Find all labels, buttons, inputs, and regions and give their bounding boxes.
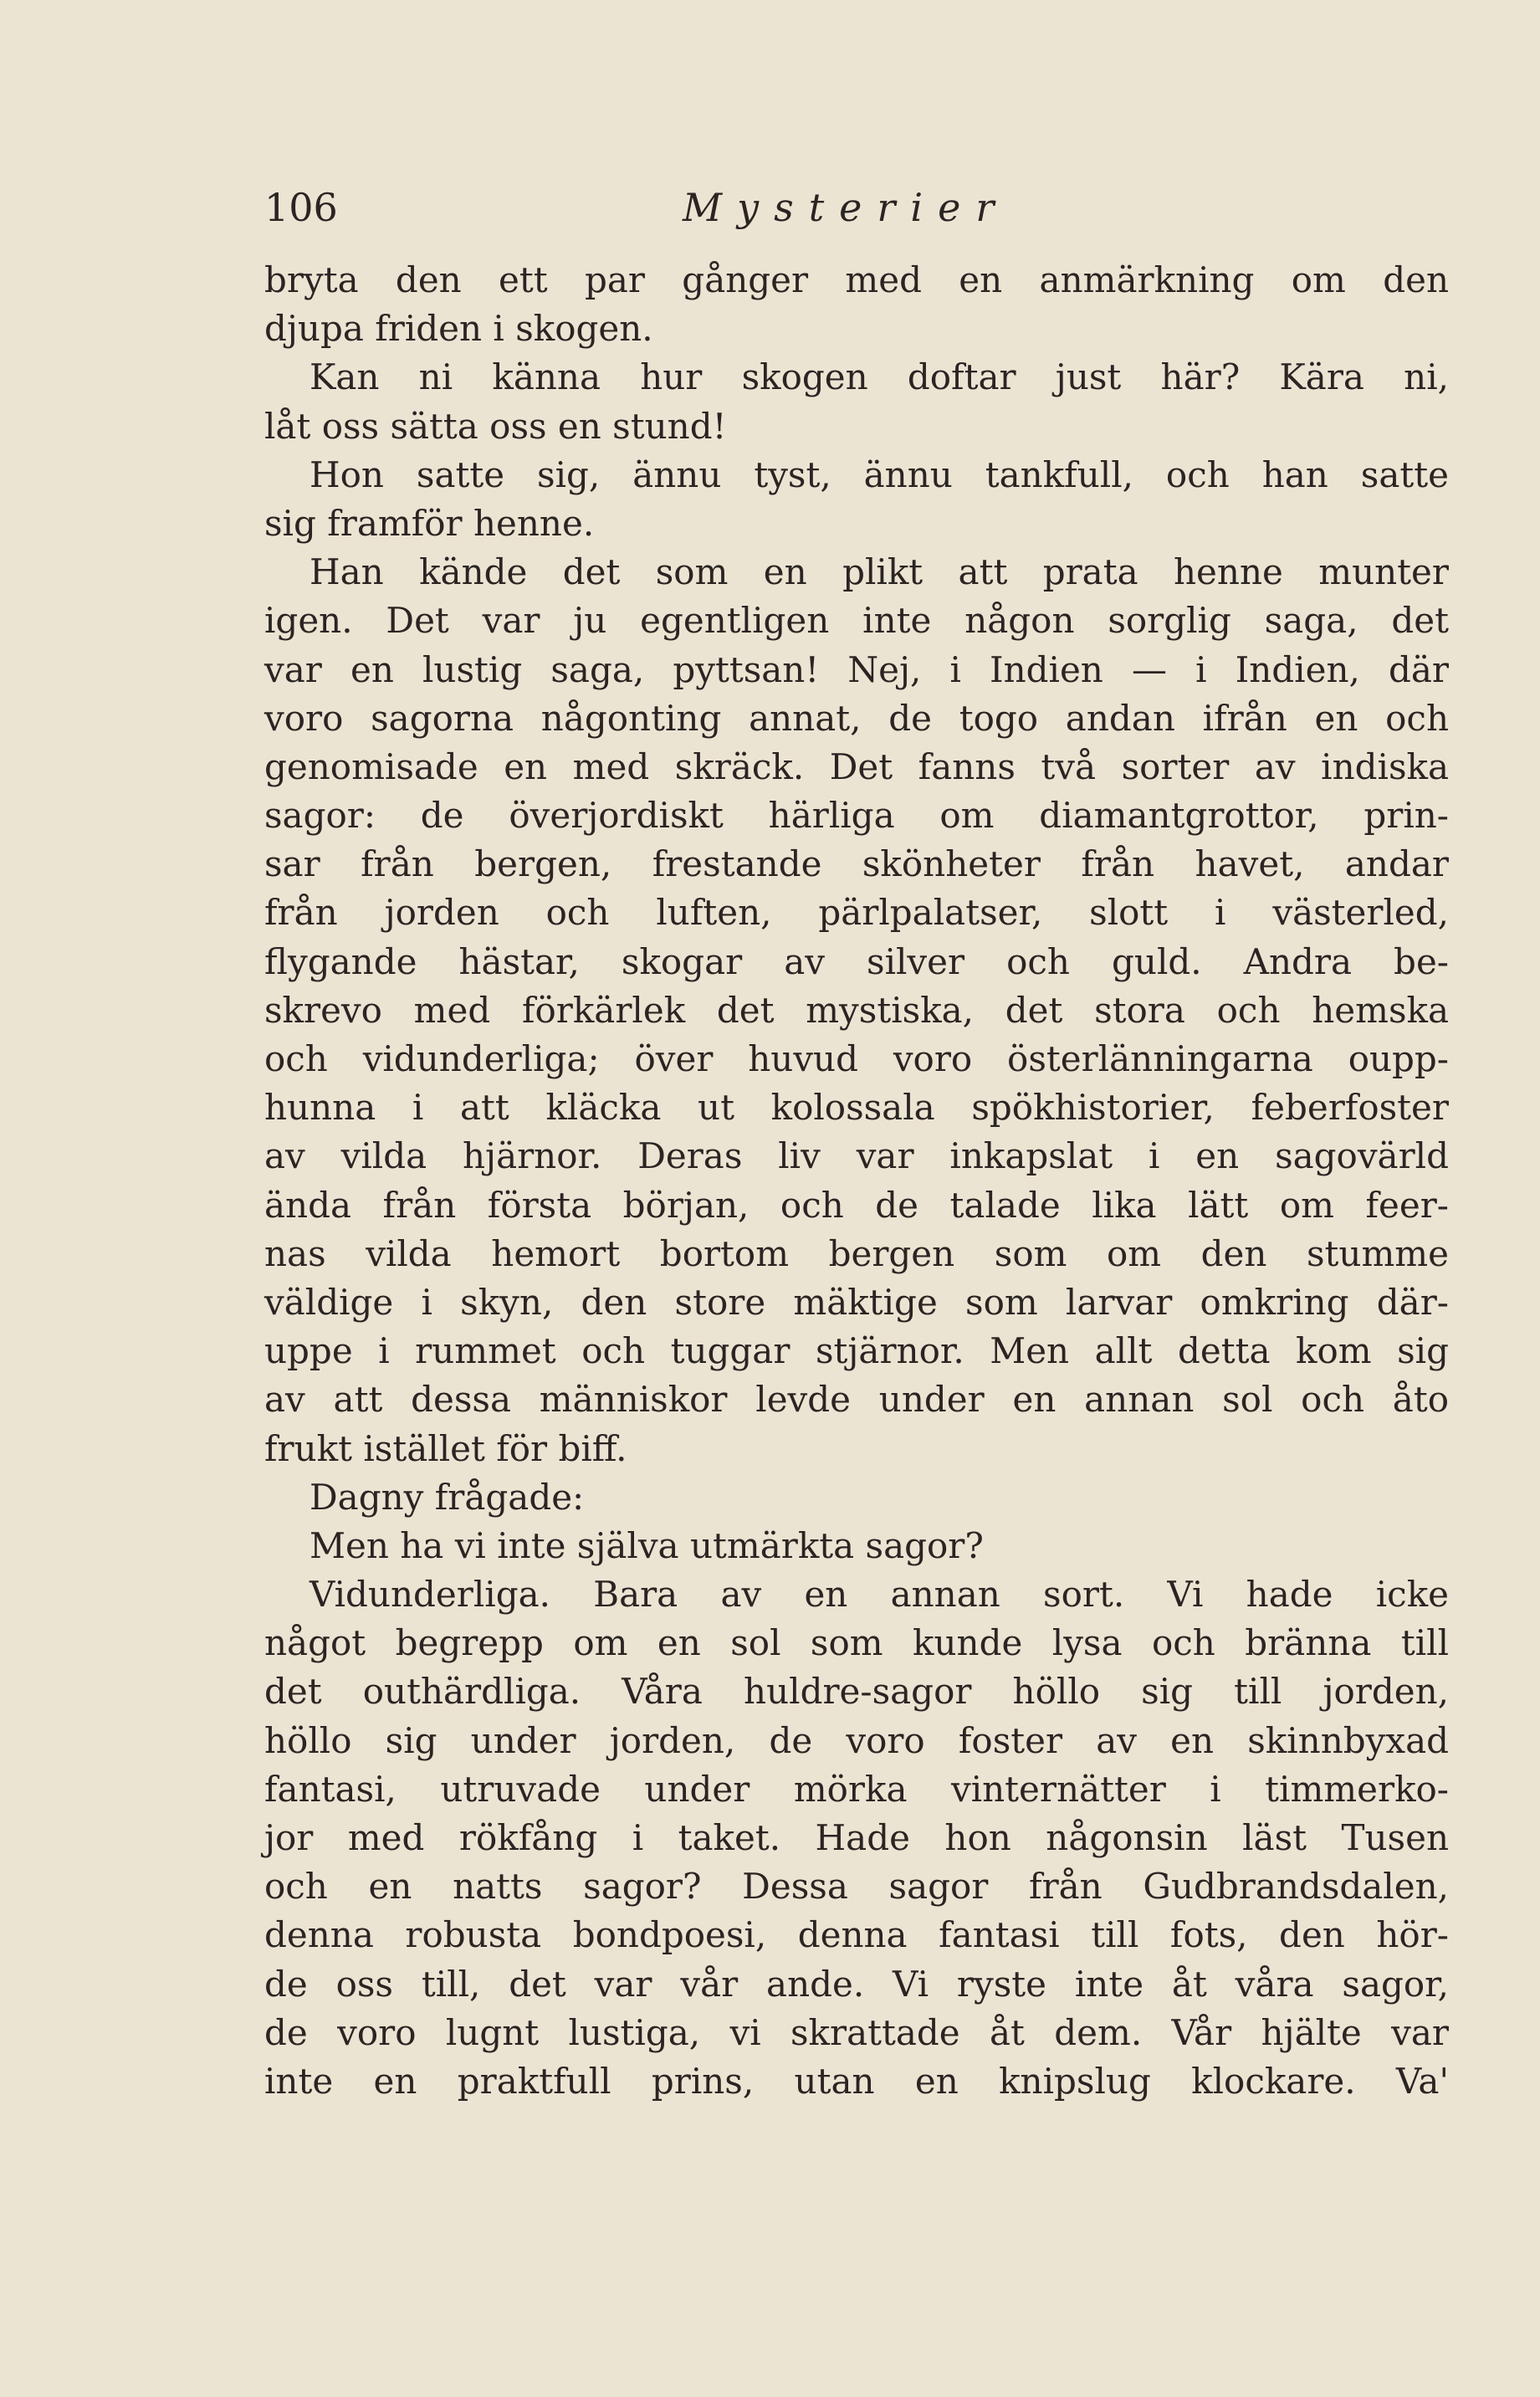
text-line: det outhärdliga. Våra huldre-sagor höllo sig till jorden, xyxy=(264,1671,1449,1713)
text-line: djupa friden i skogen. xyxy=(264,308,653,350)
body-text xyxy=(264,256,1449,2106)
text-line: uppe i rummet och tuggar stjärnor. Men allt detta kom sig xyxy=(264,1330,1449,1372)
running-title: Mysterier xyxy=(683,185,1010,230)
text-line: ända från första början, och de talade lika lätt om feer- xyxy=(264,1184,1449,1226)
text-line: skrevo med förkärlek det mystiska, det stora och hemska xyxy=(264,989,1449,1031)
text-line: väldige i skyn, den store mäktige som larvar omkring där- xyxy=(264,1281,1449,1323)
text-line: fantasi, utruvade under mörka vinternätter i timmerko- xyxy=(264,1768,1449,1810)
text-line: Kan ni känna hur skogen doftar just här? Kära ni, xyxy=(310,356,1449,398)
text-line: genomisade en med skräck. Det fanns två sorter av indiska xyxy=(264,745,1449,787)
text-line: och en natts sagor? Dessa sagor från Gudbrandsdalen, xyxy=(264,1866,1449,1908)
text-line: av vilda hjärnor. Deras liv var inkapslat i en sagovärld xyxy=(264,1135,1449,1177)
text-line: sig framför henne. xyxy=(264,502,595,544)
text-line: denna robusta bondpoesi, denna fantasi till fots, den hör- xyxy=(264,1914,1449,1956)
text-line: igen. Det var ju egentligen inte någon sorglig saga, det xyxy=(264,600,1449,642)
text-line: jor med rökfång i taket. Hade hon någonsin läst Tusen xyxy=(264,1817,1449,1858)
text-line: sar från bergen, frestande skönheter från havet, andar xyxy=(264,843,1449,885)
text-line: nas vilda hemort bortom bergen som om den stumme xyxy=(264,1232,1449,1274)
text-line: höllo sig under jorden, de voro foster av en skinnbyxad xyxy=(264,1719,1449,1761)
text-line: sagor: de överjordiskt härliga om diamantgrottor, prin- xyxy=(264,795,1449,837)
page-header xyxy=(264,182,1449,241)
text-line: låt oss sätta oss en stund! xyxy=(264,405,727,447)
text-line: och vidunderliga; över huvud voro österlänningarna oupp- xyxy=(264,1038,1449,1079)
text-line: Han kände det som en plikt att prata henne munter xyxy=(310,551,1449,593)
text-line: Vidunderliga. Bara av en annan sort. Vi hade icke xyxy=(310,1574,1449,1616)
text-line: de voro lugnt lustiga, vi skrattade åt dem. Vår hjälte var xyxy=(264,2011,1449,2053)
text-line: hunna i att kläcka ut kolossala spökhistorier, feberfoster xyxy=(264,1087,1449,1129)
text-line: bryta den ett par gånger med en anmärkning om den xyxy=(264,259,1449,300)
text-line: de oss till, det var vår ande. Vi ryste inte åt våra sagor, xyxy=(264,1963,1449,2005)
text-line: Men ha vi inte själva utmärkta sagor? xyxy=(310,1524,984,1566)
text-line: var en lustig saga, pyttsan! Nej, i Indien — i Indien, där xyxy=(264,648,1449,690)
page-number: 106 xyxy=(264,185,338,230)
text-line: flygande hästar, skogar av silver och guld. Andra be- xyxy=(264,940,1449,982)
text-line: av att dessa människor levde under en annan sol och åto xyxy=(264,1379,1449,1421)
text-line: något begrepp om en sol som kunde lysa och bränna till xyxy=(264,1622,1449,1664)
text-line: Hon satte sig, ännu tyst, ännu tankfull, och han satte xyxy=(310,453,1449,495)
text-line: från jorden och luften, pärlpalatser, slott i västerled, xyxy=(264,892,1449,934)
text-line: voro sagorna någonting annat, de togo andan ifrån en och xyxy=(264,697,1449,739)
text-line: Dagny frågade: xyxy=(310,1476,585,1518)
text-line: inte en praktfull prins, utan en knipslug klockare. Va' xyxy=(264,2060,1449,2102)
text-line: frukt istället för biff. xyxy=(264,1427,627,1469)
